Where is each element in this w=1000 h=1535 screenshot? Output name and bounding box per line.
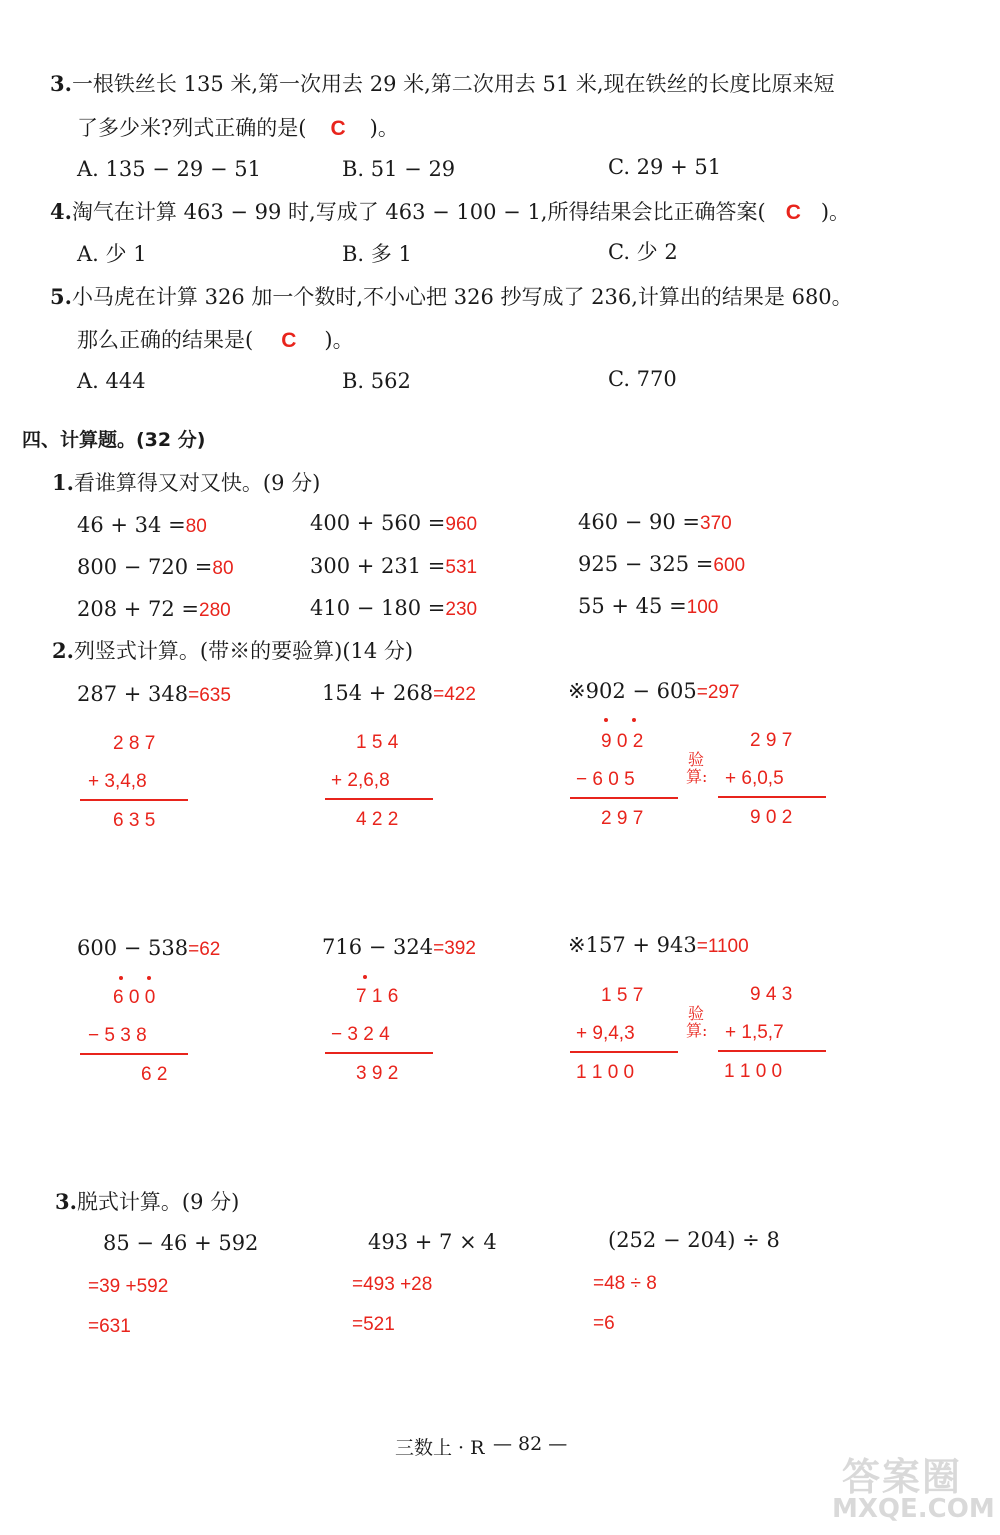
vertical-2-bot: 4 2 2 <box>356 809 399 830</box>
stepwise-1-step2: =631 <box>88 1316 131 1337</box>
check-1-top: 2 9 7 <box>750 730 793 751</box>
part3-title: 3.脱式计算。(9 分) <box>55 1189 240 1214</box>
oral-item-5: 300 + 231 =531 <box>310 554 478 578</box>
q5-option-a: A. 444 <box>77 369 146 393</box>
vertical-3-bot: 2 9 7 <box>601 808 644 829</box>
borrow-dot <box>119 976 123 980</box>
borrow-dot <box>147 976 151 980</box>
vertical-4-bot: 6 2 <box>141 1064 168 1085</box>
vertical-expr-4: 600 − 538=62 <box>77 936 221 960</box>
part2-title: 2.列竖式计算。(带※的要验算)(14 分) <box>52 638 414 663</box>
vertical-2-top: 1 5 4 <box>356 732 399 753</box>
borrow-dot <box>604 718 608 722</box>
oral-item-7: 208 + 72 =280 <box>77 597 231 621</box>
q3-option-b: B. 51 − 29 <box>342 157 456 181</box>
q4-option-b: B. 多 1 <box>342 242 412 266</box>
watermark-url: MXQE.COM <box>832 1494 995 1524</box>
vertical-3-mid: − 6 0 5 <box>576 769 635 790</box>
vertical-6-mid: + 9,4,3 <box>576 1023 635 1044</box>
page-number: — 82 — <box>493 1433 568 1455</box>
q4-answer: C <box>785 201 801 224</box>
q4-option-a: A. 少 1 <box>77 242 147 266</box>
vertical-4-mid: − 5 3 8 <box>88 1025 147 1046</box>
oral-item-9: 55 + 45 =100 <box>578 594 719 618</box>
vertical-expr-2: 154 + 268=422 <box>322 681 476 705</box>
q5-option-c: C. 770 <box>608 367 677 391</box>
oral-item-3: 460 − 90 =370 <box>578 510 732 534</box>
oral-item-8: 410 − 180 =230 <box>310 596 478 620</box>
vertical-2-rule <box>325 798 433 800</box>
stepwise-2-step2: =521 <box>352 1314 395 1335</box>
q5-text: 5.小马虎在计算 326 加一个数时,不小心把 326 抄写成了 236,计算出的结果是 680。 <box>50 284 853 309</box>
check-2-rule <box>718 1050 826 1052</box>
check-2-bot: 1 1 0 0 <box>724 1061 783 1082</box>
stepwise-expr-3: (252 − 204) ÷ 8 <box>608 1228 780 1252</box>
vertical-5-top: 7 1 6 <box>356 986 399 1007</box>
vertical-expr-1: 287 + 348=635 <box>77 682 231 706</box>
section4-title: 四、计算题。(32 分) <box>22 429 206 451</box>
oral-item-1: 46 + 34 =80 <box>77 513 207 537</box>
vertical-6-bot: 1 1 0 0 <box>576 1062 635 1083</box>
oral-item-2: 400 + 560 =960 <box>310 511 478 535</box>
check-2-top: 9 4 3 <box>750 984 793 1005</box>
borrow-dot <box>632 718 636 722</box>
part1-title: 1.看谁算得又对又快。(9 分) <box>52 470 321 495</box>
stepwise-3-step2: =6 <box>593 1313 615 1334</box>
q3-option-a: A. 135 − 29 − 51 <box>77 157 261 181</box>
vertical-1-mid: + 3,4,8 <box>88 771 147 792</box>
stepwise-1-step1: =39 +592 <box>88 1276 169 1297</box>
vertical-expr-6: ※157 + 943=1100 <box>568 933 749 957</box>
q5-text-line2: 那么正确的结果是( C )。 <box>77 328 354 352</box>
q3-text-line2: 了多少米?列式正确的是( C )。 <box>77 116 399 140</box>
check-2-mid: + 1,5,7 <box>725 1022 784 1043</box>
stepwise-2-step1: =493 +28 <box>352 1274 433 1295</box>
vertical-5-mid: − 3 2 4 <box>331 1024 390 1045</box>
check-label-2: 验算: <box>686 1004 708 1040</box>
stepwise-expr-1: 85 − 46 + 592 <box>103 1231 259 1255</box>
check-label-1: 验算: <box>686 750 708 786</box>
q5-answer: C <box>281 329 297 352</box>
q3-option-c: C. 29 + 51 <box>608 155 722 179</box>
borrow-dot <box>363 975 367 979</box>
vertical-4-top: 6 0 0 <box>113 987 156 1008</box>
vertical-expr-5: 716 − 324=392 <box>322 935 476 959</box>
vertical-1-rule <box>80 799 188 801</box>
q3-answer: C <box>330 117 346 140</box>
vertical-expr-3: ※902 − 605=297 <box>568 679 740 703</box>
q4-option-c: C. 少 2 <box>608 240 678 264</box>
vertical-4-rule <box>80 1053 188 1055</box>
vertical-2-mid: + 2,6,8 <box>331 770 390 791</box>
check-1-mid: + 6,0,5 <box>725 768 784 789</box>
vertical-5-bot: 3 9 2 <box>356 1063 399 1084</box>
stepwise-3-step1: =48 ÷ 8 <box>593 1273 657 1294</box>
q5-option-b: B. 562 <box>342 369 411 393</box>
stepwise-expr-2: 493 + 7 × 4 <box>368 1230 497 1254</box>
vertical-1-bot: 6 3 5 <box>113 810 156 831</box>
check-1-bot: 9 0 2 <box>750 807 793 828</box>
vertical-6-top: 1 5 7 <box>601 985 644 1006</box>
oral-item-6: 925 − 325 =600 <box>578 552 746 576</box>
check-1-rule <box>718 796 826 798</box>
q4-text: 4.淘气在计算 463 − 99 时,写成了 463 − 100 − 1,所得结果会比正确答案( C )。 <box>50 199 851 224</box>
footer-label: 三数上 · R <box>395 1437 485 1459</box>
vertical-6-rule <box>570 1051 678 1053</box>
vertical-3-rule <box>570 797 678 799</box>
watermark-logo: 答案圈 <box>842 1455 963 1499</box>
q3-text: 3.一根铁丝长 135 米,第一次用去 29 米,第二次用去 51 米,现在铁丝的长度比原来短 <box>50 71 835 96</box>
vertical-5-rule <box>325 1052 433 1054</box>
oral-item-4: 800 − 720 =80 <box>77 555 234 579</box>
vertical-3-top: 9 0 2 <box>601 731 644 752</box>
vertical-1-top: 2 8 7 <box>113 733 156 754</box>
